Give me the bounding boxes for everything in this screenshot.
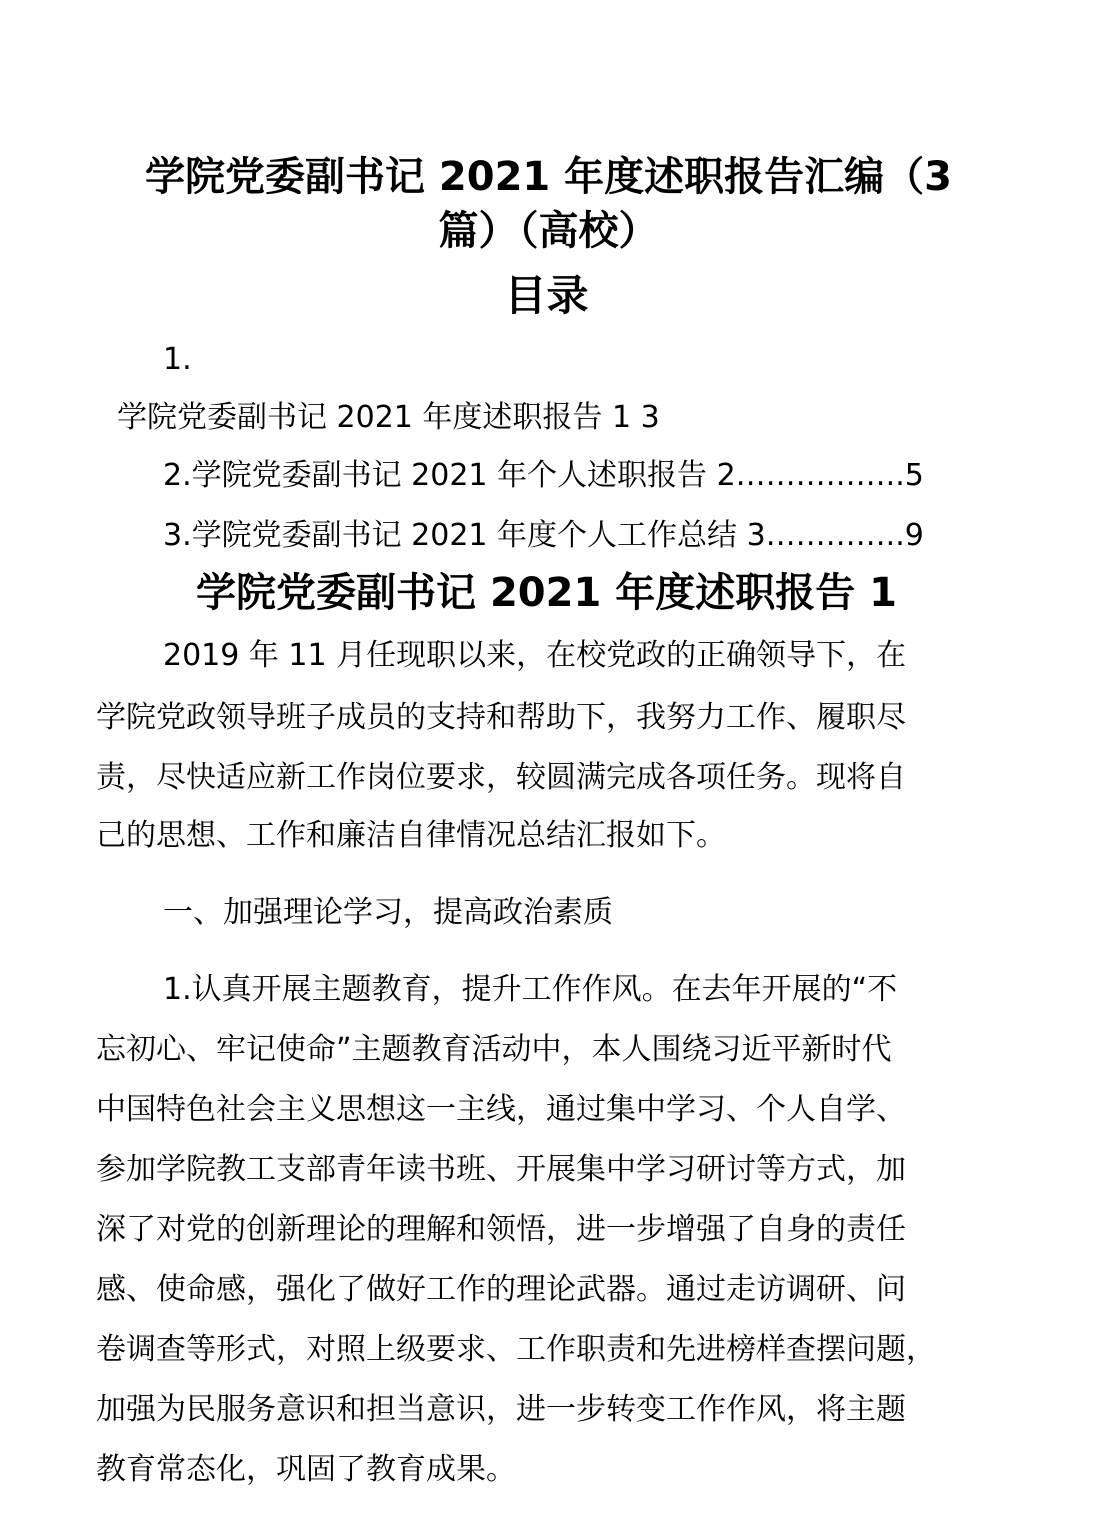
section-heading: 一、加强理论学习，提高政治素质 (163, 895, 613, 930)
paragraph-line: 己的思想、工作和廉洁自律情况总结汇报如下。 (96, 818, 726, 853)
toc-item-3[interactable]: 3.学院党委副书记 2021 年度个人工作总结 3…………..9 (163, 518, 924, 553)
paragraph-line: 卷调查等形式，对照上级要求、工作职责和先进榜样查摆问题， (96, 1332, 936, 1367)
toc-item-2[interactable]: 2.学院党委副书记 2021 年个人述职报告 2……………..5 (163, 458, 924, 493)
paragraph-line: 责，尽快适应新工作岗位要求，较圆满完成各项任务。现将自 (96, 760, 906, 795)
paragraph-line: 学院党政领导班子成员的支持和帮助下，我努力工作、履职尽 (96, 700, 906, 735)
paragraph-line: 加强为民服务意识和担当意识，进一步转变工作作风，将主题 (96, 1392, 906, 1427)
toc-item-1-number: 1. (163, 342, 192, 377)
paragraph-line: 中国特色社会主义思想这一主线，通过集中学习、个人自学、 (96, 1092, 906, 1127)
paragraph-line: 1.认真开展主题教育，提升工作作风。在去年开展的“不 (163, 972, 898, 1007)
toc-heading: 目录 (504, 271, 589, 320)
toc-item-1[interactable]: 学院党委副书记 2021 年度述职报告 1 3 (117, 400, 660, 435)
document-title-line-1: 学院党委副书记 2021 年度述职报告汇编（3 (144, 154, 952, 200)
paragraph-line: 教育常态化，巩固了教育成果。 (96, 1452, 516, 1487)
section-title: 学院党委副书记 2021 年度述职报告 1 (196, 570, 897, 616)
paragraph-line: 感、使命感，强化了做好工作的理论武器。通过走访调研、问 (96, 1272, 906, 1307)
paragraph-line: 2019 年 11 月任现职以来，在校党政的正确领导下，在 (163, 638, 907, 673)
paragraph-line: 参加学院教工支部青年读书班、开展集中学习研讨等方式，加 (96, 1152, 906, 1187)
paragraph-line: 忘初心、牢记使命”主题教育活动中，本人围绕习近平新时代 (96, 1032, 892, 1067)
paragraph-line: 深了对党的创新理论的理解和领悟，进一步增强了自身的责任 (96, 1212, 906, 1247)
document-title-line-2: 篇）（高校） (438, 208, 659, 254)
document-title (96, 150, 1001, 258)
